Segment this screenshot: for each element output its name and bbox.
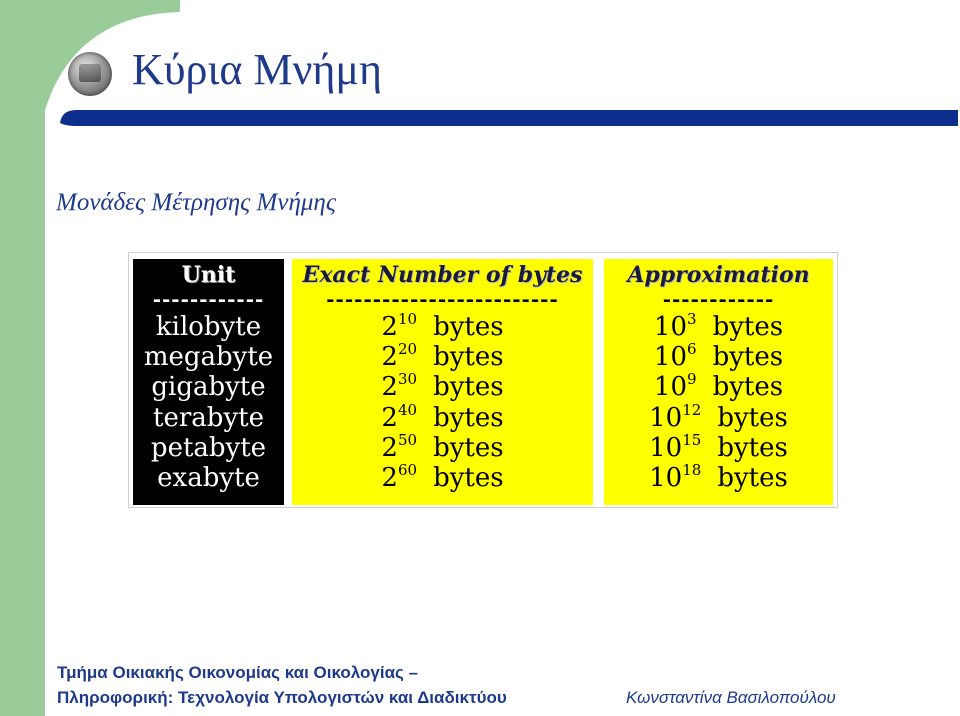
unit-header: Unit (181, 262, 236, 288)
approx-base: 10 (649, 402, 683, 433)
unit-cell: petabyte (150, 432, 267, 463)
approx-exponent: 15 (682, 430, 702, 449)
slide-title: Κύρια Μνήμη (132, 45, 383, 94)
exact-word: bytes (433, 432, 504, 463)
approx-cell (604, 372, 833, 402)
approx-cell (604, 342, 833, 372)
approx-divider: ------------ (662, 290, 775, 311)
exact-cell (292, 372, 593, 402)
approx-cell (604, 312, 833, 342)
exact-exponent: 60 (397, 460, 418, 479)
exact-cell (292, 342, 593, 372)
exact-base: 2 (381, 342, 398, 373)
exact-column (292, 259, 593, 505)
header-bar (60, 110, 958, 126)
approx-header: Approximation (627, 262, 810, 288)
exact-word: bytes (433, 342, 504, 373)
approx-word: bytes (712, 372, 784, 403)
exact-exponent: 30 (397, 370, 418, 389)
approx-base: 10 (649, 462, 683, 493)
exact-cell (292, 430, 593, 463)
unit-cell: gigabyte (151, 372, 266, 403)
approx-column (604, 259, 833, 505)
approx-word: bytes (717, 462, 788, 493)
approx-word: bytes (712, 312, 784, 342)
exact-base: 2 (381, 402, 398, 433)
unit-cell: terabyte (153, 402, 264, 433)
exact-divider: ------------------------- (326, 290, 559, 311)
unit-column (133, 259, 284, 505)
exact-word: bytes (433, 312, 504, 342)
footer-department: Τμήμα Οικιακής Οικονομίας και Οικολογίας – (57, 663, 419, 682)
exact-word: bytes (433, 402, 504, 433)
approx-base: 10 (653, 312, 688, 342)
footer-author: Κωνσταντίνα Βασιλοπούλου (626, 688, 836, 707)
approx-exponent: 12 (682, 400, 702, 419)
approx-cell (604, 400, 833, 433)
approx-base: 10 (653, 372, 688, 403)
slide-subtitle: Μονάδες Μέτρησης Μνήμης (56, 189, 336, 216)
approx-base: 10 (653, 342, 688, 373)
approx-exponent: 9 (687, 370, 697, 389)
exact-word: bytes (433, 462, 504, 493)
exact-header: Exact Number of bytes (302, 262, 583, 288)
exact-base: 2 (381, 462, 398, 493)
exact-word: bytes (433, 372, 504, 403)
unit-divider: ------------ (152, 290, 265, 311)
approx-exponent: 18 (682, 460, 702, 479)
approx-cell (604, 460, 833, 493)
exact-exponent: 10 (397, 310, 418, 328)
university-seal-icon (68, 52, 112, 96)
footer-course: Πληροφορική: Τεχνολογία Υπολογιστών και Διαδικτύου (57, 688, 507, 707)
exact-base: 2 (381, 432, 398, 463)
unit-cell: exabyte (157, 462, 260, 493)
exact-base: 2 (381, 372, 398, 403)
exact-cell (292, 460, 593, 493)
unit-cell: megabyte (143, 342, 274, 373)
exact-base: 2 (381, 312, 398, 342)
approx-word: bytes (717, 432, 788, 463)
approx-exponent: 3 (687, 310, 697, 328)
exact-exponent: 50 (397, 430, 418, 449)
unit-cell: kilobyte (155, 312, 262, 342)
approx-word: bytes (717, 402, 788, 433)
exact-cell (292, 400, 593, 433)
exact-exponent: 20 (397, 340, 418, 359)
approx-exponent: 6 (687, 340, 697, 359)
approx-word: bytes (712, 342, 784, 373)
exact-exponent: 40 (397, 400, 418, 419)
approx-cell (604, 430, 833, 463)
exact-cell (292, 312, 593, 342)
memory-units-table (128, 252, 838, 508)
approx-base: 10 (649, 432, 683, 463)
